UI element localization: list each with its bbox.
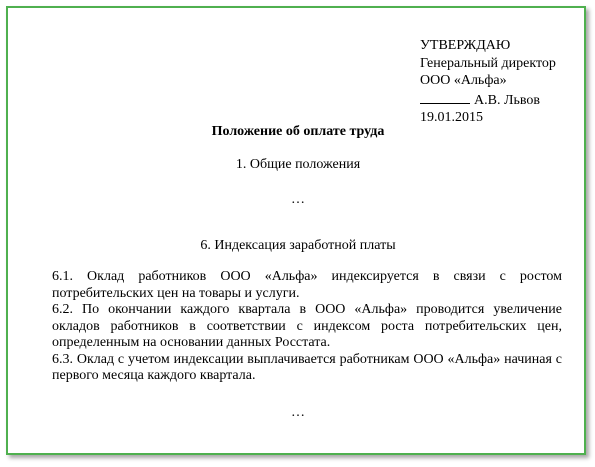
approval-position: Генеральный директор — [420, 55, 556, 71]
approval-heading: УТВЕРЖДАЮ — [420, 38, 511, 53]
paragraph-6-1: 6.1. Оклад работников ООО «Альфа» индексируется в связи с ростом потребительских цен на товары и услуги. — [52, 269, 562, 301]
section-6-heading: 6. Индексация заработной платы — [200, 238, 396, 253]
omission-marker-2: … — [291, 405, 305, 420]
approval-block — [420, 37, 556, 127]
approval-date: 19.01.2015 — [420, 110, 483, 125]
document-frame — [6, 6, 586, 455]
section-6-body — [52, 269, 562, 385]
section-1-heading: 1. Общие положения — [235, 157, 361, 172]
approval-company: ООО «Альфа» — [420, 73, 507, 88]
signature-line — [420, 90, 470, 104]
omission-marker-1: … — [291, 192, 305, 207]
approval-signer: А.В. Львов — [474, 92, 540, 108]
document-title: Положение об оплате труда — [211, 124, 385, 139]
approval-signature-row — [420, 90, 556, 110]
paragraph-6-3: 6.3. Оклад с учетом индексации выплачивается работникам ООО «Альфа» начиная с первого месяца каждого квартала. — [52, 351, 562, 383]
paragraph-6-2: 6.2. По окончании каждого квартала в ООО «Альфа» проводится увеличение окладов работников в соответствии с индексом роста потребительских цен, определенным на основании данных Росстата. — [52, 302, 562, 350]
